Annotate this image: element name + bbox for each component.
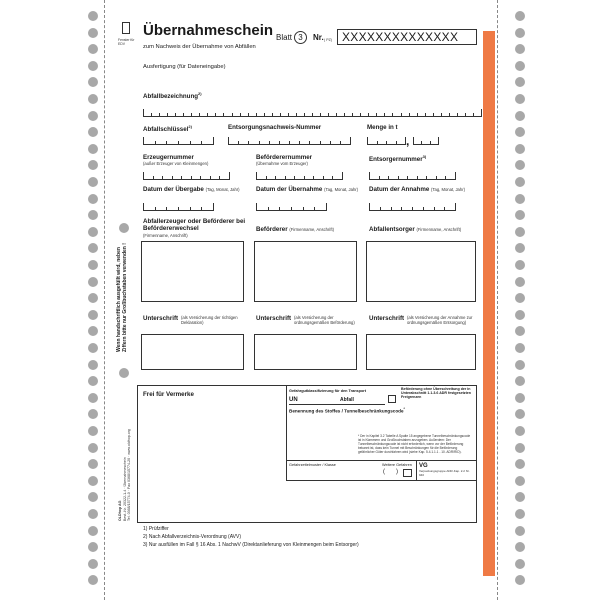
comb-tick (336, 113, 337, 117)
erzeuger-signature-label: Unterschrift (143, 315, 179, 322)
entsorger-label: Abfallentsorger (Firmenname, Anschrift) (369, 226, 462, 233)
comb-tick (269, 141, 270, 145)
comb-tick (436, 176, 437, 180)
abfallbezeichnung-label: Abfallbezeichnung$^{2)}$ (143, 91, 202, 101)
feed-hole (515, 526, 525, 536)
comb-tick (423, 207, 424, 211)
comb-tick (376, 113, 377, 117)
feed-hole (515, 509, 525, 519)
blatt-number-circle: 3 (294, 31, 307, 44)
comb-tick (340, 141, 341, 145)
erzeugernummer-field[interactable] (143, 172, 229, 180)
comb-tick (449, 113, 450, 117)
comb-tick (201, 207, 202, 211)
comb-tick (377, 141, 378, 145)
comb-tick (248, 113, 249, 117)
comb-tick (181, 176, 182, 180)
comb-tick (369, 203, 370, 211)
orange-stripe (483, 31, 495, 576)
vg-divider (416, 460, 417, 481)
comb-tick (288, 113, 289, 117)
nr-label: Nr. (313, 33, 324, 42)
comb-tick (228, 137, 229, 145)
comb-tick (294, 176, 295, 180)
remarks-label: Frei für Vermerke (143, 391, 194, 398)
comb-tick (256, 203, 257, 211)
feed-hole (515, 426, 525, 436)
feed-hole (88, 575, 98, 585)
comb-tick (207, 113, 208, 117)
feed-hole (88, 11, 98, 21)
page-subtitle: zum Nachweis der Übernahme von Abfällen (143, 44, 256, 50)
comb-tick (455, 172, 456, 180)
feed-hole (515, 61, 525, 71)
abfallschluessel-label: Abfallschlüssel$^{2)}$ (143, 124, 192, 134)
abfallbezeichnung-field[interactable] (143, 107, 481, 117)
comb-tick (367, 137, 368, 145)
feed-hole (515, 127, 525, 137)
feed-hole (88, 44, 98, 54)
edv-window-icon (122, 22, 130, 34)
comb-tick (417, 113, 418, 117)
feed-hole (515, 409, 525, 419)
befoerderer-label: Beförderer (Firmenname, Anschrift) (256, 226, 335, 233)
feed-hole (88, 409, 98, 419)
datum-annahme-label: Datum der Annahme (Tag, Monat, Jahr) (369, 186, 465, 193)
feed-hole (88, 28, 98, 38)
feed-hole (88, 476, 98, 486)
entsorger-signature-hint: (als Versicherung der Annahme zur ordnungsgemäßen Entsorgung) (407, 315, 473, 325)
comb-tick (417, 176, 418, 180)
comb-tick (155, 141, 156, 145)
entsorger-signature-box[interactable] (366, 334, 476, 370)
comb-tick (143, 137, 144, 145)
comb-tick (240, 113, 241, 117)
vg-hint: Verpackungsgruppe ADR-Kap. 2.2 Nr. 940 (419, 469, 470, 477)
comb-tick (369, 172, 370, 180)
erzeuger-address-box[interactable] (141, 241, 244, 302)
feed-hole (515, 94, 525, 104)
feed-hole (515, 326, 525, 336)
feed-hole (515, 376, 525, 386)
comb-tick (296, 113, 297, 117)
comb-tick (178, 207, 179, 211)
feed-hole (88, 177, 98, 187)
feed-hole (515, 393, 525, 403)
comb-tick (384, 113, 385, 117)
comb-tick (155, 207, 156, 211)
feed-hole (88, 443, 98, 453)
comb-tick (259, 141, 260, 145)
feed-hole (515, 77, 525, 87)
comb-tick (391, 207, 392, 211)
comb-tick (320, 113, 321, 117)
datum-uebergabe-label: Datum der Übergabe (Tag, Monat, Jahr) (143, 186, 240, 193)
feed-hole (88, 326, 98, 336)
comb-tick (396, 141, 397, 145)
comb-tick (444, 207, 445, 211)
feed-hole (515, 28, 525, 38)
comb-tick (426, 176, 427, 180)
feed-hole (515, 144, 525, 154)
feed-hole (88, 210, 98, 220)
comb-tick (409, 113, 410, 117)
hazmat-footnote: * Der in Kapitel 3.2 Tabelle A Spalte 15 angegebene Tunnelbeschränkungscode ist in Klammern und Großbuchstaben anzugeben. Außerdem: Der Tunnelbeschränkungscode ist nicht erforderlich, wenn vor der Beförderung bekannt ist, dass kein Tunnel mit Beschränkungen für die Beförderung gefährlicher Güter durchfahren wird (siehe Kap. 5.4.1.1.1 - 10. ADR/RID). (358, 434, 471, 454)
punch-mark-top (119, 223, 129, 233)
comb-tick (238, 141, 239, 145)
footnote-1: 1) Prüfziffer (143, 526, 169, 532)
document-number-field[interactable]: XXXXXXXXXXXXXX (337, 29, 477, 45)
feed-hole (88, 376, 98, 386)
feed-hole (515, 243, 525, 253)
datum-uebergabe-field[interactable] (143, 203, 213, 211)
close-paren: ) (396, 469, 398, 475)
copy-designation: Ausfertigung (für Dateneingabe) (143, 64, 226, 70)
feed-hole (88, 509, 98, 519)
feed-hole (88, 277, 98, 287)
feed-hole (88, 243, 98, 253)
abfallschluessel-field[interactable] (143, 137, 213, 145)
comb-tick (213, 203, 214, 211)
comb-tick (398, 176, 399, 180)
weitere-gefahren-checkbox[interactable] (403, 469, 412, 477)
comb-tick (413, 137, 414, 145)
feed-hole (515, 227, 525, 237)
comb-tick (433, 113, 434, 117)
punch-mark-bottom (119, 368, 129, 378)
comb-tick (350, 137, 351, 145)
blatt-label: Blatt (276, 33, 293, 42)
comb-tick (213, 137, 214, 145)
un-label: UN (289, 397, 298, 403)
comb-tick (312, 113, 313, 117)
comb-tick (326, 203, 327, 211)
comb-tick (190, 141, 191, 145)
entsorgernummer-label: Entsorgernummer$^{3)}$ (369, 154, 427, 164)
comb-tick (313, 176, 314, 180)
feed-hole (88, 227, 98, 237)
feed-hole (515, 310, 525, 320)
comb-tick (280, 113, 281, 117)
nr-check-hint: ( PZ) (324, 38, 332, 42)
erzeugernummer-label: Erzeugernummer (143, 154, 194, 161)
comb-tick (407, 176, 408, 180)
erzeuger-signature-box[interactable] (141, 334, 244, 370)
right-perforation (497, 0, 498, 600)
comb-tick (332, 176, 333, 180)
feed-hole (515, 277, 525, 287)
feed-hole (88, 459, 98, 469)
feed-hole (515, 575, 525, 585)
feed-hole (515, 476, 525, 486)
comb-tick (368, 113, 369, 117)
comb-tick (172, 176, 173, 180)
feed-hole (88, 293, 98, 303)
comb-tick (457, 113, 458, 117)
feed-hole (515, 542, 525, 552)
comb-tick (441, 113, 442, 117)
comb-tick (445, 176, 446, 180)
comb-tick (388, 176, 389, 180)
comb-tick (219, 176, 220, 180)
comb-tick (162, 176, 163, 180)
feed-hole (88, 426, 98, 436)
feed-hole (88, 310, 98, 320)
entsorgungsnachweis-field[interactable] (228, 137, 350, 145)
comb-tick (256, 113, 257, 117)
comb-tick (223, 113, 224, 117)
befoerderer-signature-hint: (als Versicherung der ordnungsgemäßen Beförderung) (294, 315, 355, 325)
comb-tick (330, 141, 331, 145)
comb-tick (256, 172, 257, 180)
comb-tick (215, 113, 216, 117)
comb-tick (380, 207, 381, 211)
feed-hole (515, 111, 525, 121)
feed-hole (515, 492, 525, 502)
feed-hole (88, 526, 98, 536)
erzeuger-label: Abfallerzeuger oder Beförderer bei Befördererwechsel (143, 218, 246, 232)
comb-tick (268, 207, 269, 211)
datum-uebernahme-field[interactable] (256, 203, 326, 211)
feed-hole (88, 160, 98, 170)
comb-tick (360, 113, 361, 117)
comb-tick (191, 176, 192, 180)
comb-tick (272, 113, 273, 117)
feed-hole (88, 542, 98, 552)
comb-tick (323, 176, 324, 180)
left-perforation (104, 0, 105, 600)
comb-tick (166, 207, 167, 211)
comb-tick (191, 113, 192, 117)
comb-tick (248, 141, 249, 145)
comb-tick (178, 141, 179, 145)
feed-hole (88, 77, 98, 87)
entsorger-address-box[interactable] (366, 241, 476, 302)
comb-tick (379, 176, 380, 180)
comb-tick (153, 176, 154, 180)
feed-hole (515, 160, 525, 170)
comb-tick (344, 113, 345, 117)
erzeuger-signature-hint: (als Versicherung der richtigen Deklaration) (181, 315, 238, 325)
feed-hole (88, 360, 98, 370)
comb-tick (266, 176, 267, 180)
feed-hole (515, 559, 525, 569)
comb-tick (299, 141, 300, 145)
comb-tick (401, 207, 402, 211)
comb-tick (175, 113, 176, 117)
feed-hole (88, 127, 98, 137)
feed-hole (88, 194, 98, 204)
feed-hole (88, 492, 98, 502)
un-number-line[interactable] (289, 404, 385, 405)
comb-tick (232, 113, 233, 117)
befoerderer-address-box[interactable] (254, 241, 357, 302)
befoerderernummer-label: Beförderernummer (256, 154, 313, 161)
feed-hole (515, 343, 525, 353)
feed-hole (88, 111, 98, 121)
comb-tick (279, 141, 280, 145)
entsorger-signature-label: Unterschrift (369, 315, 405, 322)
gefahrzettel-label: Gefahrzettelmuster / Klasse (289, 463, 336, 467)
feed-hole (515, 459, 525, 469)
publisher-imprint: OLDhop AG Best.-Nr. 20322-1-4 · Übernahmeschein Tel. 0368/15774-0 · Fax 0368/15774-20 · www.oldhop.org (118, 429, 131, 521)
comb-tick (392, 113, 393, 117)
left-feed-holes (82, 0, 104, 600)
comb-tick (279, 207, 280, 211)
hazmat-title: Gefahrgutklassifizierung für den Transport (289, 389, 367, 393)
comb-tick (425, 113, 426, 117)
comb-tick (201, 141, 202, 145)
comb-tick (275, 176, 276, 180)
footnote-3: 3) Nur ausfüllen im Fall § 16 Abs. 1 NachwV (Direktanlieferung von Kleinmengen beim Entsorger) (143, 542, 359, 548)
feed-hole (88, 559, 98, 569)
comb-tick (304, 176, 305, 180)
hazmat-bottom-divider (286, 460, 477, 461)
comb-tick (151, 113, 152, 117)
feed-hole (88, 61, 98, 71)
comb-tick (159, 113, 160, 117)
feed-hole (515, 360, 525, 370)
menge-label: Menge in t (367, 124, 398, 131)
menge-decimal-comma: , (406, 134, 410, 148)
befoerderernummer-hint: (Übernahme vom Erzeuger) (256, 161, 308, 166)
comb-tick (199, 113, 200, 117)
comb-tick (342, 172, 343, 180)
entsorgungsnachweis-label: Entsorgungsnachweis-Nummer (228, 124, 322, 131)
comb-tick (190, 207, 191, 211)
feed-hole (515, 11, 525, 21)
befoerderer-signature-label: Unterschrift (256, 315, 292, 322)
feed-hole (88, 343, 98, 353)
page-title: Übernahmeschein (143, 22, 274, 39)
comb-tick (303, 207, 304, 211)
feed-hole (515, 177, 525, 187)
comb-tick (473, 113, 474, 117)
datum-uebernahme-label: Datum der Übernahme (Tag, Monat, Jahr) (256, 186, 359, 193)
hazmat-exempt-label: Beförderung ohne Überschreitung der in Unterabschnitt 1.1.3.6 ADR festgesetzten Freigrenzen (401, 387, 471, 400)
footnote-2: 2) Nach Abfallverzeichnis-Verordnung (AVV) (143, 534, 242, 540)
comb-tick (412, 207, 413, 211)
comb-tick (455, 203, 456, 211)
comb-tick (291, 207, 292, 211)
comb-tick (289, 141, 290, 145)
comb-tick (167, 113, 168, 117)
comb-tick (229, 172, 230, 180)
feed-hole (88, 260, 98, 270)
hazmat-exempt-checkbox[interactable] (388, 395, 396, 403)
abfall-label: Abfall (340, 397, 354, 403)
comb-tick (166, 141, 167, 145)
comb-tick (320, 141, 321, 145)
comb-tick (465, 113, 466, 117)
feed-hole (88, 94, 98, 104)
feed-hole (515, 210, 525, 220)
comb-tick (200, 176, 201, 180)
comb-tick (434, 207, 435, 211)
feed-hole (515, 293, 525, 303)
comb-tick (285, 176, 286, 180)
comb-tick (143, 172, 144, 180)
feed-hole (88, 393, 98, 403)
comb-tick (401, 113, 402, 117)
open-paren: ( (383, 469, 385, 475)
comb-tick (430, 141, 431, 145)
feed-hole (515, 44, 525, 54)
comb-tick (314, 207, 315, 211)
comb-tick (143, 109, 144, 117)
comb-tick (309, 141, 310, 145)
comb-tick (352, 113, 353, 117)
erzeuger-hint: (Firmenname, Anschrift) (143, 233, 188, 238)
right-feed-holes (509, 0, 531, 600)
comb-tick (386, 141, 387, 145)
edv-window-label: Fenster für EDV (118, 38, 135, 46)
weitere-gefahren-label: Weitere Gefahren (382, 463, 412, 467)
benennung-label: Benennung des Stoffes / Tunnelbeschränkungscode* (289, 407, 405, 414)
comb-tick (481, 109, 482, 117)
comb-tick (264, 113, 265, 117)
feed-hole (515, 194, 525, 204)
befoerderer-signature-box[interactable] (254, 334, 357, 370)
comb-tick (210, 176, 211, 180)
comb-tick (304, 113, 305, 117)
vg-label: VG (419, 463, 428, 469)
handwriting-instruction: Wenn handschriftlich ausgefüllt wird, neben Ziffern bitte nur Großbuchstaben verwenden ! (116, 243, 128, 352)
feed-hole (515, 260, 525, 270)
entsorgernummer-field[interactable] (369, 172, 455, 180)
comb-tick (438, 137, 439, 145)
menge-tonnes-field[interactable] (367, 137, 405, 145)
befoerderernummer-field[interactable] (256, 172, 342, 180)
menge-decimal-field[interactable] (413, 137, 438, 145)
comb-tick (143, 203, 144, 211)
erzeugernummer-hint: (außer Erzeuger von Kleinmengen) (143, 161, 209, 166)
comb-tick (328, 113, 329, 117)
feed-hole (88, 144, 98, 154)
feed-hole (515, 443, 525, 453)
comb-tick (421, 141, 422, 145)
datum-annahme-field[interactable] (369, 203, 455, 211)
comb-tick (183, 113, 184, 117)
